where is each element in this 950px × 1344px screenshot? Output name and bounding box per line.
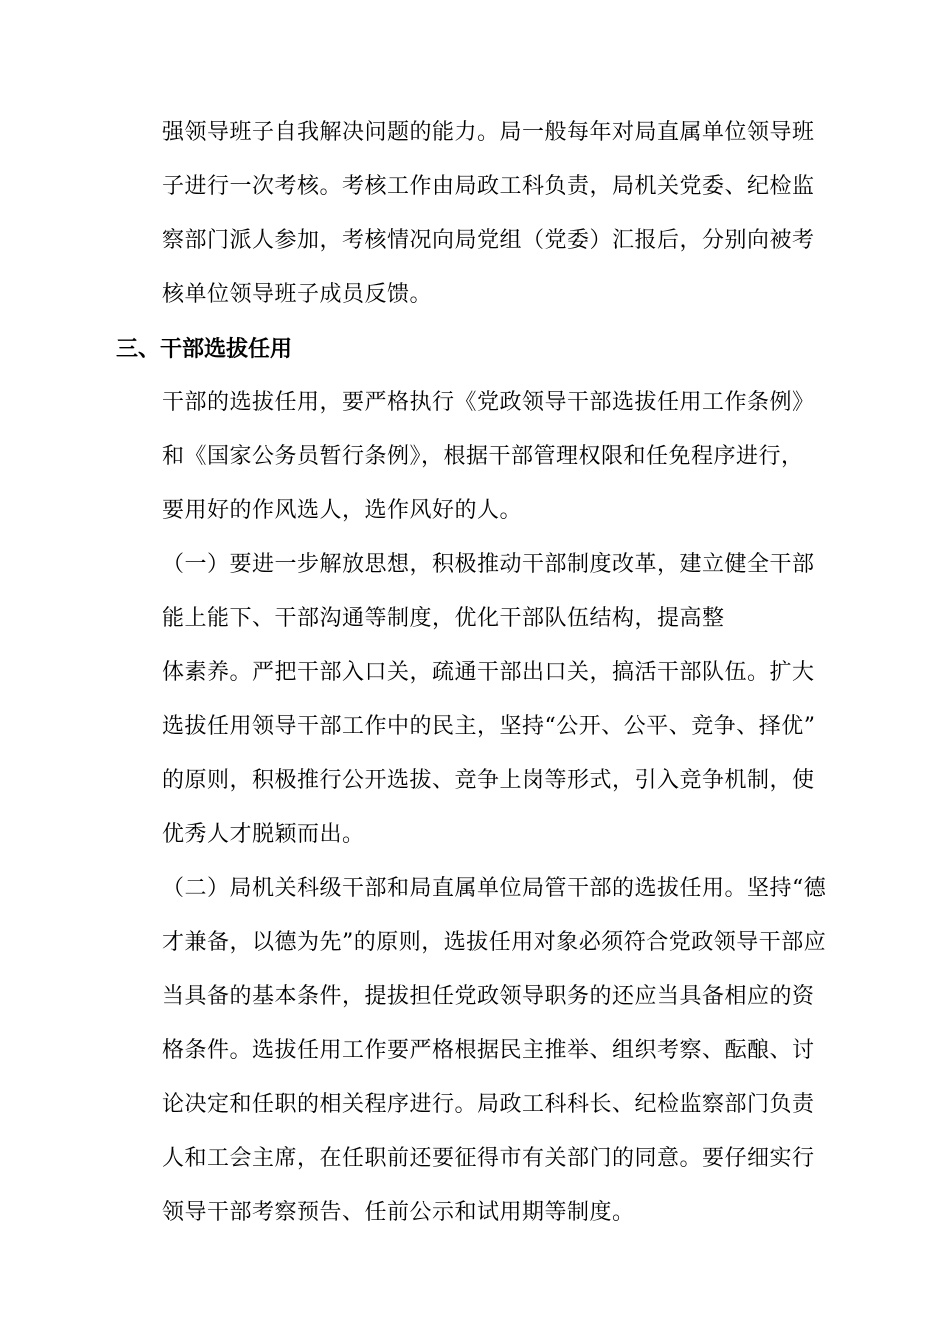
paragraph-2-line-3: 要用好的作风选人，选作风好的人。 [162,498,523,523]
paragraph-4-line-5: 论决定和任职的相关程序进行。局政工科科长、纪检监察部门负责 [162,1092,815,1117]
paragraph-3-line-2: 能上能下、干部沟通等制度，优化干部队伍结构，提高整 [162,606,725,631]
paragraph-1-line-4: 核单位领导班子成员反馈。 [162,282,433,307]
paragraph-4-line-7: 领导干部考察预告、任前公示和试用期等制度。 [162,1200,635,1225]
paragraph-4-line-3: 当具备的基本条件，提拔担任党政领导职务的还应当具备相应的资 [162,984,815,1009]
paragraph-1-line-2: 子进行一次考核。考核工作由局政工科负责，局机关党委、纪检监 [162,174,815,199]
section-heading: 三、干部选拔任用 [116,336,293,362]
paragraph-4-line-1: （二）局机关科级干部和局直属单位局管干部的选拔任用。坚持“德 [162,876,827,901]
paragraph-4-line-4: 格条件。选拔任用工作要严格根据民主推举、组织考察、酝酿、讨 [162,1038,815,1063]
paragraph-4-line-2: 才兼备，以德为先”的原则，选拔任用对象必须符合党政领导干部应 [162,930,827,955]
paragraph-1-line-3: 察部门派人参加，考核情况向局党组（党委）汇报后，分别向被考 [162,228,815,253]
paragraph-2-line-1: 干部的选拔任用，要严格执行《党政领导干部选拔任用工作条例》 [162,390,815,415]
paragraph-2-line-2: 和《国家公务员暂行条例》，根据干部管理权限和任免程序进行， [162,444,804,469]
paragraph-3-line-6: 优秀人才脱颖而出。 [162,822,365,847]
paragraph-3-line-5: 的原则，积极推行公开选拔、竞争上岗等形式，引入竞争机制，使 [162,768,815,793]
paragraph-3-line-4: 选拔任用领导干部工作中的民主，坚持“公开、公平、竞争、择优” [162,714,816,739]
paragraph-3-line-3: 体素养。严把干部入口关，疏通干部出口关，搞活干部队伍。扩大 [162,660,815,685]
paragraph-4-line-6: 人和工会主席，在任职前还要征得市有关部门的同意。要仔细实行 [162,1146,815,1171]
paragraph-3-line-1: （一）要进一步解放思想，积极推动干部制度改革，建立健全干部 [162,552,815,577]
paragraph-1-line-1: 强领导班子自我解决问题的能力。局一般每年对局直属单位领导班 [162,120,815,145]
